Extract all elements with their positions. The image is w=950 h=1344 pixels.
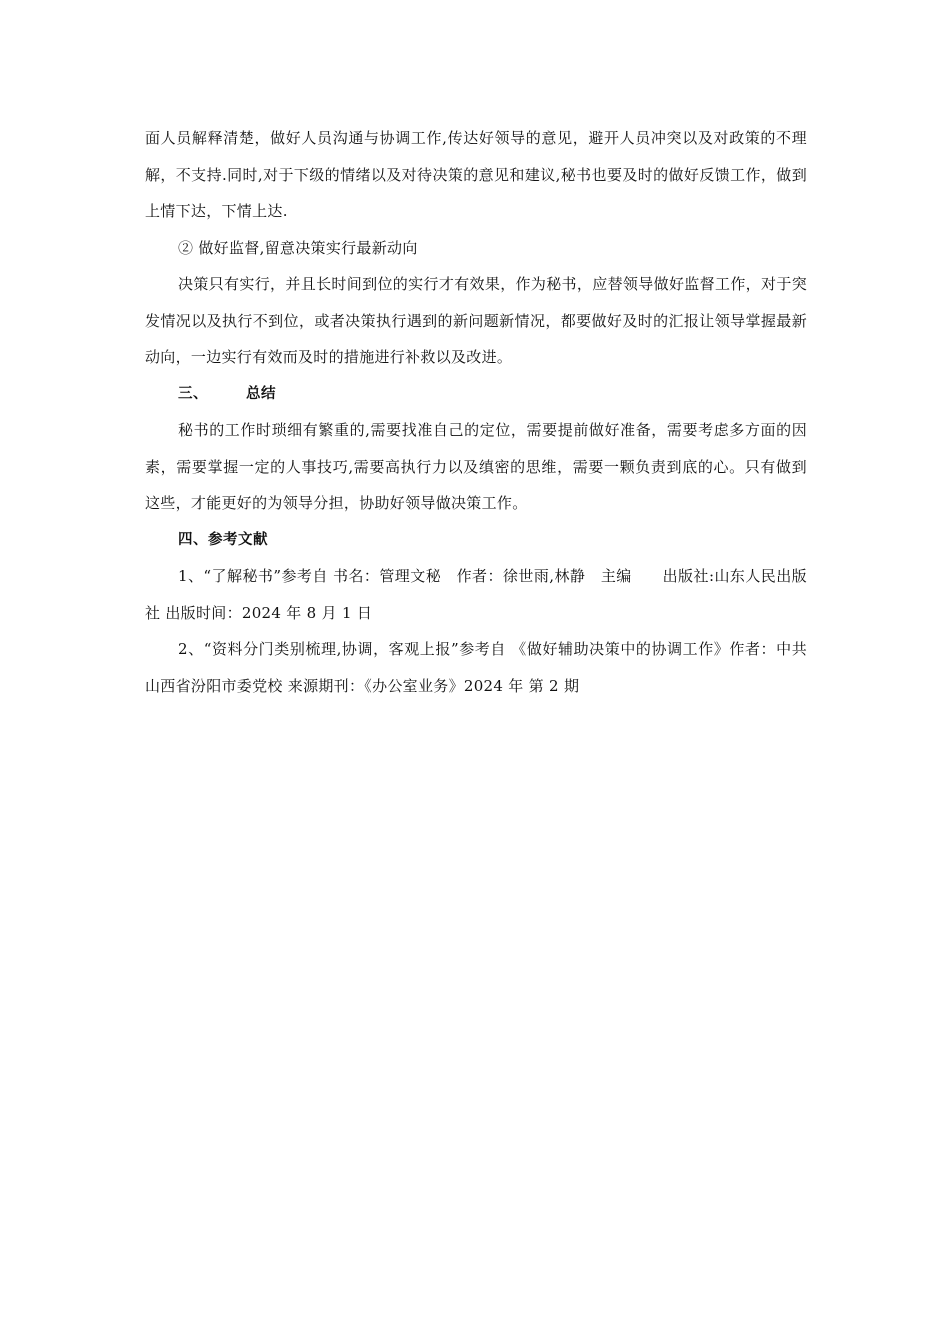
subheading-supervision: ② 做好监督,留意决策实行最新动向 bbox=[178, 238, 418, 257]
paragraph-summary: 秘书的工作时琐细有繁重的,需要找准自己的定位，需要提前做好准备，需要考虑多方面的因素，需要掌握一定的人事技巧,需要高执行力以及缜密的思维，需要一颗负责到底的心。只有做到这些，才能更好的为领导分担，协助好领导做决策工作。 bbox=[145, 421, 807, 512]
section-title: 总结 bbox=[246, 385, 276, 402]
reference-item: 2、“资料分门类别梳理,协调，客观上报”参考自 《做好辅助决策中的协调工作》作者：中共山西省汾阳市委党校 来源期刊：《办公室业务》2024 年 第 2 期 bbox=[145, 640, 807, 695]
section-heading-summary bbox=[145, 376, 807, 413]
paragraph-continued: 面人员解释清楚，做好人员沟通与协调工作,传达好领导的意见，避开人员冲突以及对政策的不理解，不支持.同时,对于下级的情绪以及对待决策的意见和建议,秘书也要及时的做好反馈工作，做到上情下达，下情上达. bbox=[145, 129, 807, 220]
reference-item: 1、“了解秘书”参考自 书名：管理文秘 作者：徐世雨,林静 主编 出版社:山东人民出版社 出版时间：2024 年 8 月 1 日 bbox=[145, 567, 807, 622]
section-number: 三、 bbox=[178, 385, 208, 402]
section-heading-references: 四、参考文献 bbox=[178, 531, 268, 548]
paragraph-supervision: 决策只有实行，并且长时间到位的实行才有效果，作为秘书，应替领导做好监督工作，对于突发情况以及执行不到位，或者决策执行遇到的新问题新情况，都要做好及时的汇报让领导掌握最新动向，一边实行有效而及时的措施进行补救以及改进。 bbox=[145, 275, 807, 366]
document-body bbox=[145, 120, 807, 704]
